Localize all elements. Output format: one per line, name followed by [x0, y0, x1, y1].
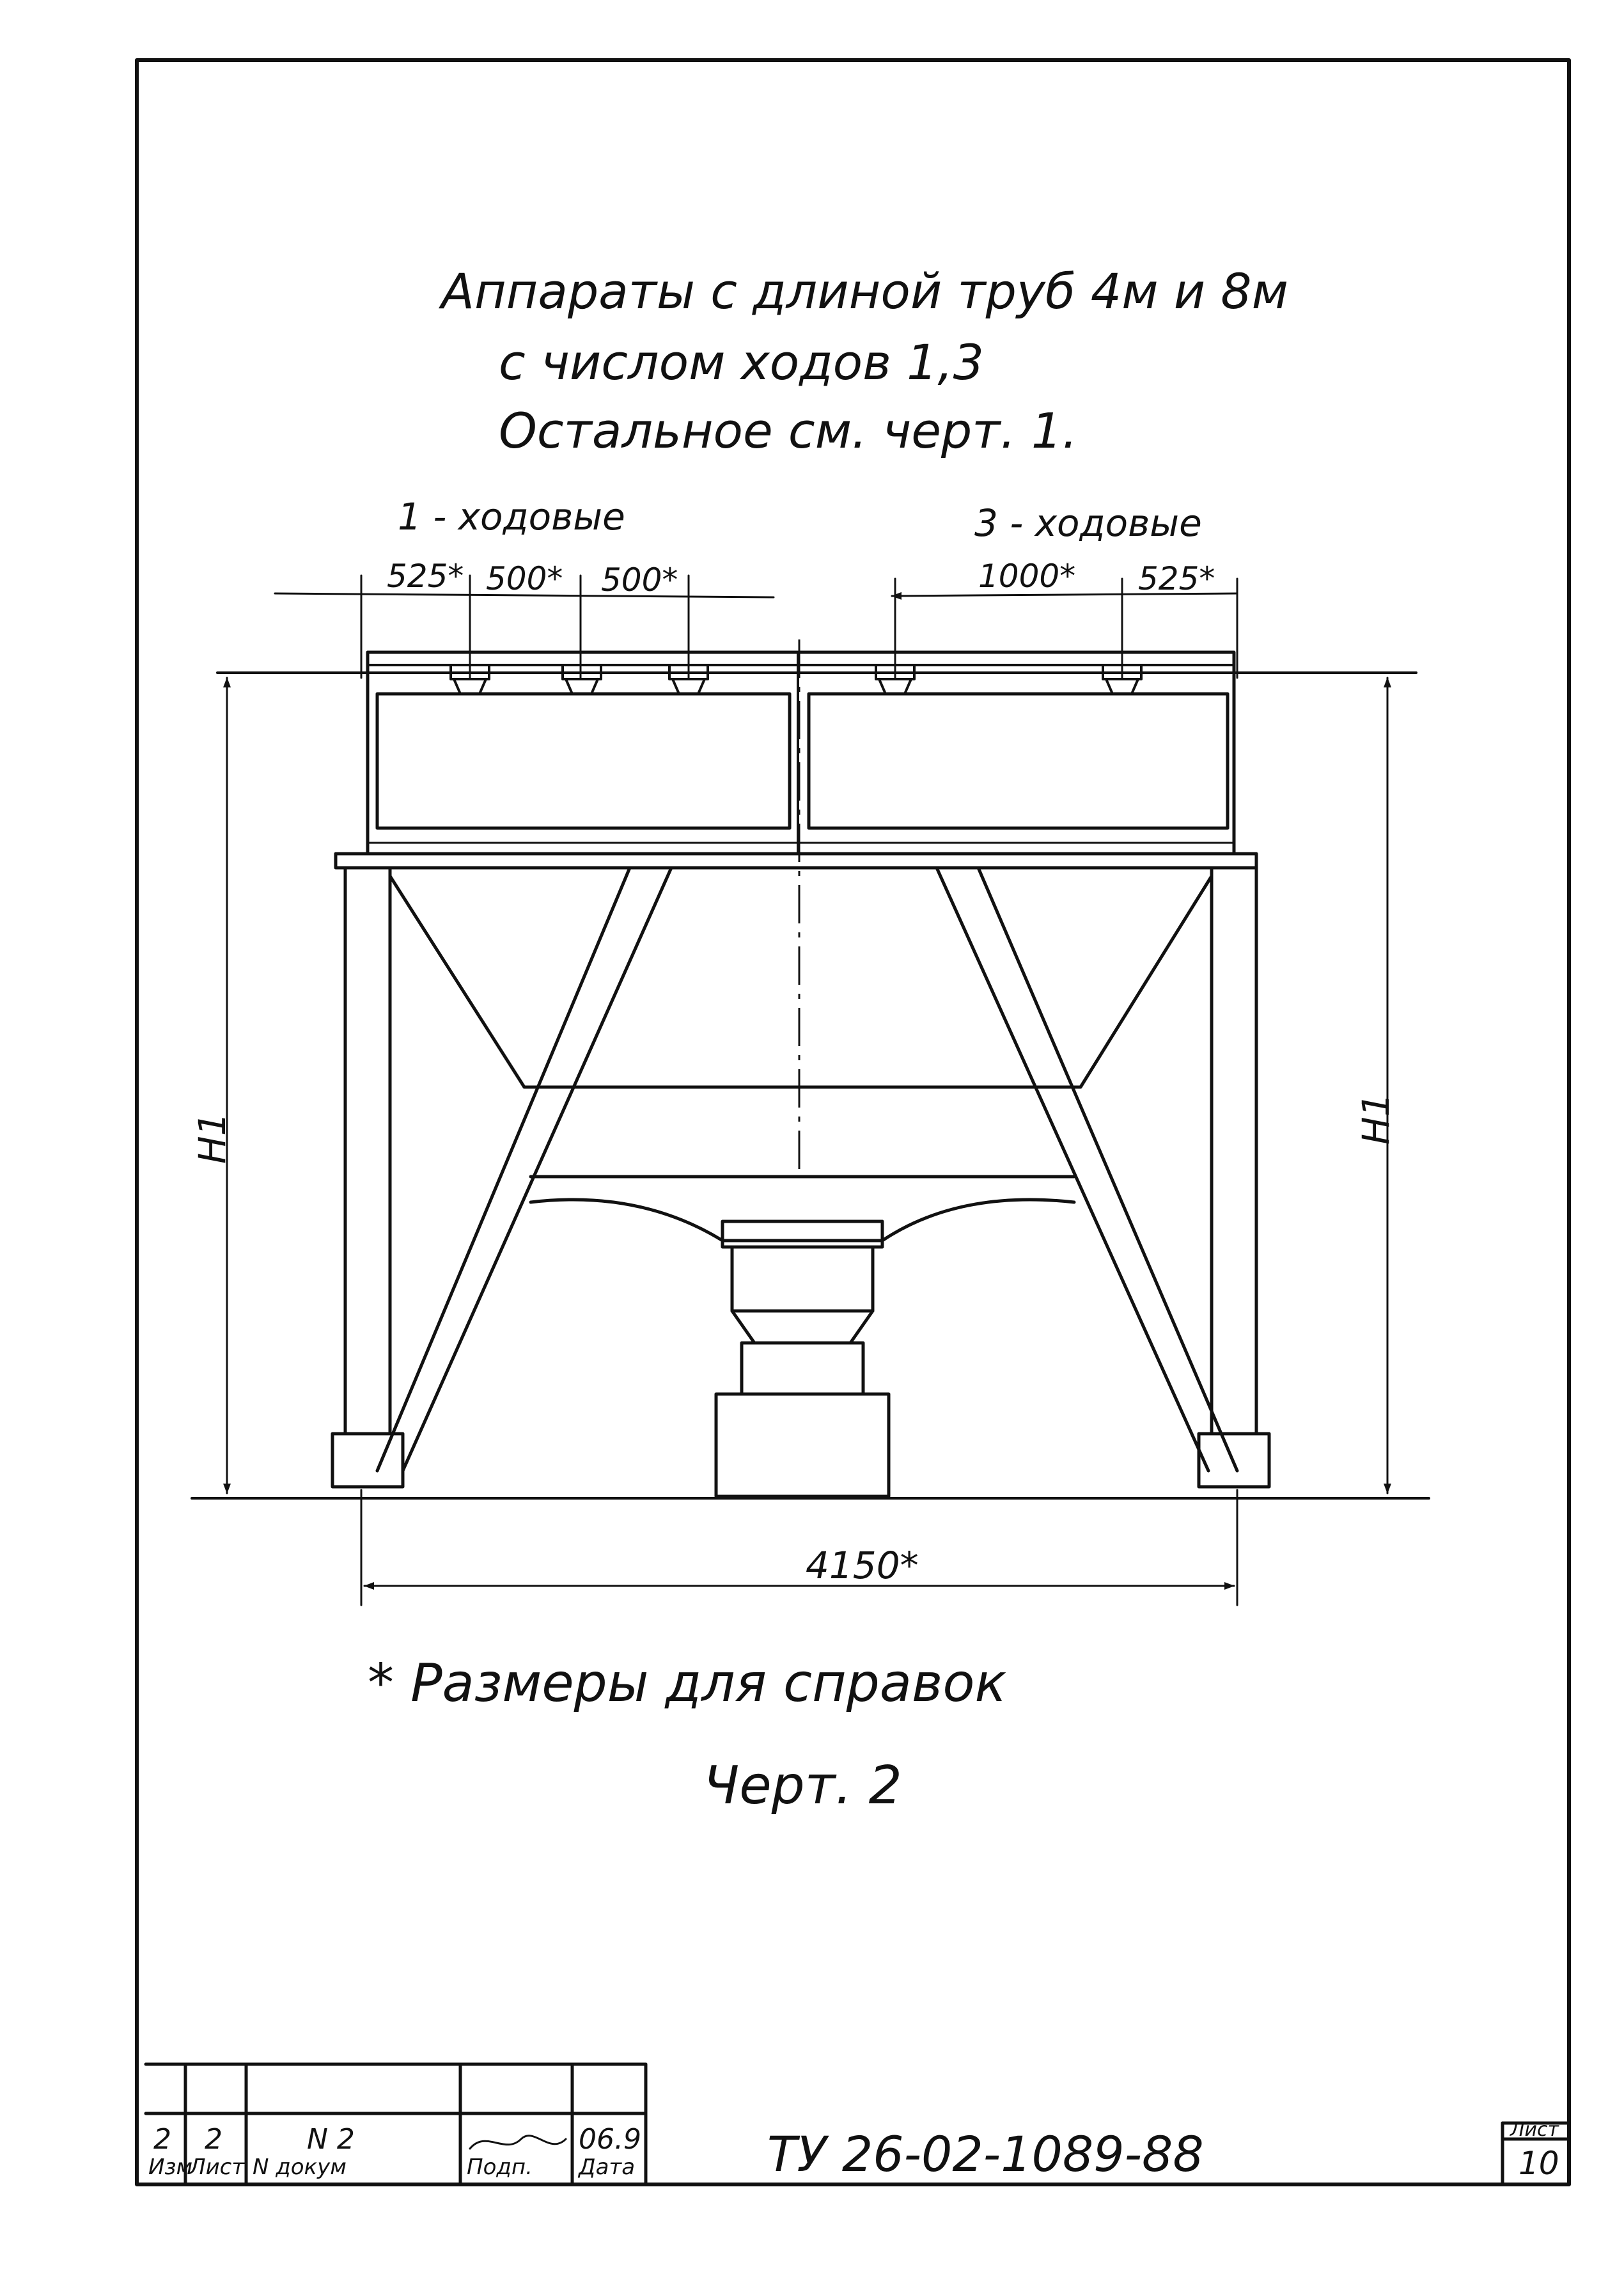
tb-rev-list: 2: [205, 2123, 223, 2156]
fan-hopper: [524, 1087, 1081, 1496]
label-one-pass: 1 - ходовые: [398, 495, 625, 538]
tb-header-sign: Подп.: [467, 2154, 533, 2180]
tb-rev-date: 06.9: [579, 2123, 641, 2156]
dim-525-left: 525*: [387, 558, 464, 595]
sheet-label: Лист: [1510, 2119, 1559, 2141]
exchanger-sections: [368, 652, 1234, 854]
footnote: * Размеры для справок: [368, 1653, 1007, 1714]
note-line-1: Аппараты с длиной труб 4м и 8м: [441, 263, 1288, 320]
diagonal-braces: [377, 868, 1237, 1471]
height-label-left: H1: [191, 1112, 234, 1164]
dim-525-right: 525*: [1138, 560, 1215, 597]
dim-500-b: 500*: [601, 561, 678, 599]
dim-1000: 1000*: [978, 558, 1076, 595]
tb-rev-signature: [470, 2136, 566, 2149]
nozzle-group: [451, 665, 1141, 694]
tb-header-izm: Изм: [148, 2154, 193, 2180]
label-three-pass: 3 - ходовые: [974, 501, 1202, 545]
note-line-2: с числом ходов 1,3: [499, 334, 984, 391]
sheet-number: 10: [1519, 2145, 1559, 2182]
overall-width-dim: [361, 1490, 1237, 1605]
tb-rev-doc: N 2: [307, 2123, 355, 2156]
dim-500-a: 500*: [486, 560, 563, 597]
tb-header-doc: N докум: [253, 2154, 347, 2180]
left-column: [332, 868, 403, 1487]
overall-width-label: 4150*: [806, 1544, 919, 1587]
drawing-number: Черт. 2: [703, 1755, 902, 1816]
right-column: [1199, 868, 1269, 1487]
height-label-right: H1: [1354, 1093, 1398, 1145]
tb-rev-izm: 2: [153, 2123, 171, 2156]
tb-header-list: Лист: [189, 2154, 245, 2180]
document-code: ТУ 26-02-1089-88: [767, 2126, 1204, 2183]
support-beam: [336, 843, 1256, 868]
tb-header-date: Дата: [579, 2154, 636, 2180]
note-line-3: Остальное см. черт. 1.: [499, 402, 1078, 459]
